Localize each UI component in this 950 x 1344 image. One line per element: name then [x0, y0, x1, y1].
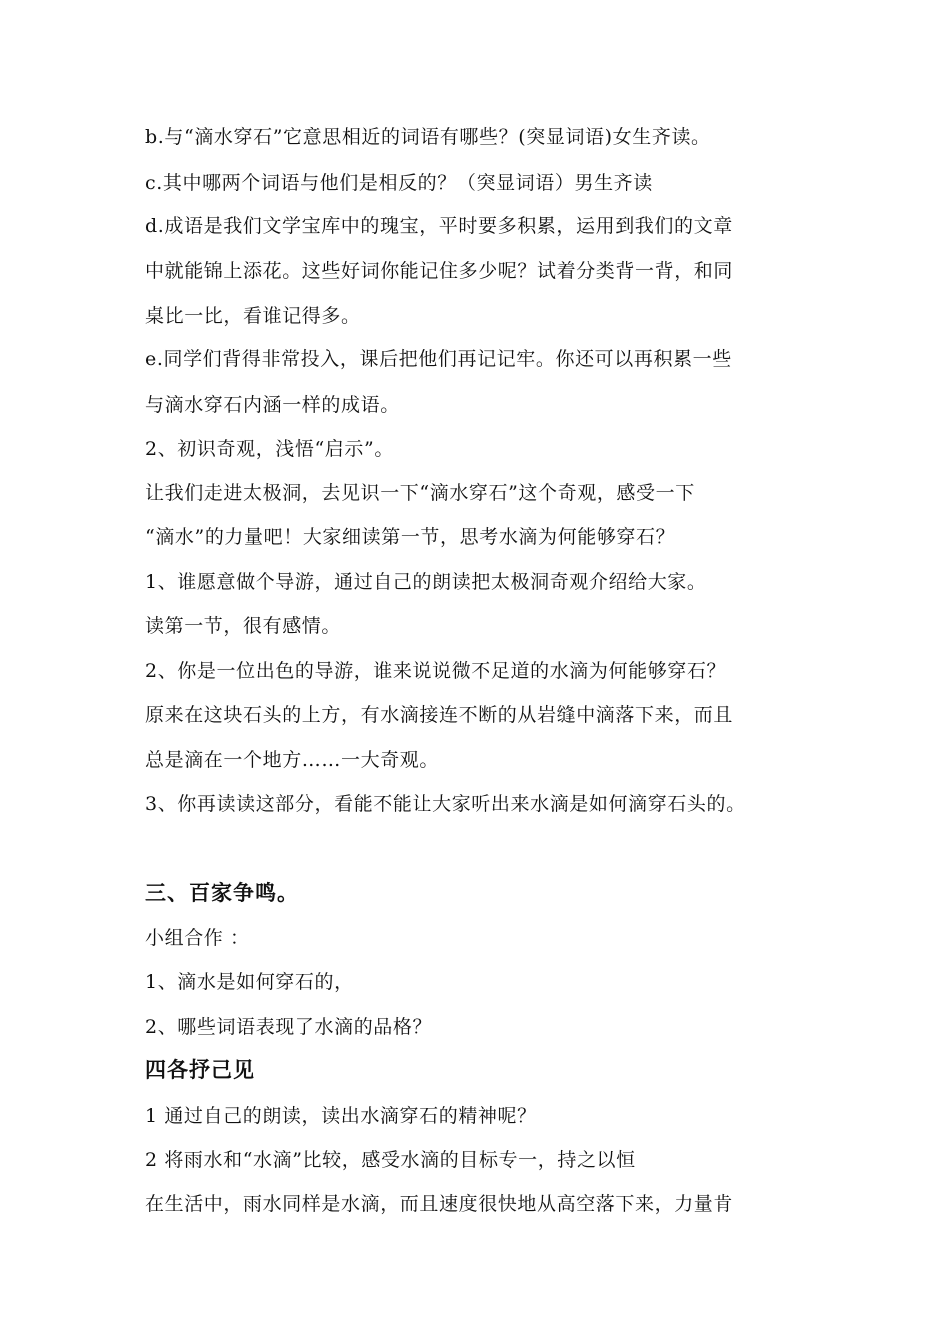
text-line: 与滴水穿石内涵一样的成语。 [145, 394, 400, 416]
text-line: “滴水”的力量吧！大家细读第一节，思考水滴为何能够穿石？ [145, 526, 676, 548]
text-line: e.同学们背得非常投入，课后把他们再记记牢。你还可以再积累一些 [145, 348, 732, 370]
section-heading-4: 四各抒己见 [145, 1058, 255, 1082]
text-line: b.与“滴水穿石”它意思相近的词语有哪些？(突显词语)女生齐读。 [145, 126, 711, 148]
text-line: 2、你是一位出色的导游，谁来说说微不足道的水滴为何能够穿石？ [145, 660, 727, 682]
text-line: 1、滴水是如何穿石的， [145, 971, 354, 993]
text-line: 总是滴在一个地方……一大奇观。 [145, 749, 440, 771]
text-line: 2、哪些词语表现了水滴的品格？ [145, 1016, 433, 1038]
section-heading-3: 三、百家争鸣。 [145, 881, 299, 905]
text-line: 桌比一比，看谁记得多。 [145, 305, 361, 327]
text-line: 原来在这块石头的上方，有水滴接连不断的从岩缝中滴落下来，而且 [145, 704, 734, 726]
text-line: 3、你再读读这部分，看能不能让大家听出来水滴是如何滴穿石头的。 [145, 793, 746, 815]
text-line: 2、初识奇观，浅悟“启示”。 [145, 438, 394, 460]
text-line: c.其中哪两个词语与他们是相反的？（突显词语）男生齐读 [145, 172, 653, 194]
text-line: 2 将雨水和“水滴”比较，感受水滴的目标专一，持之以恒 [145, 1149, 636, 1171]
text-line: 1 通过自己的朗读，读出水滴穿石的精神呢？ [145, 1105, 537, 1127]
text-line: d.成语是我们文学宝库中的瑰宝，平时要多积累，运用到我们的文章 [145, 215, 733, 237]
text-line: 读第一节，很有感情。 [145, 615, 342, 637]
text-line: 中就能锦上添花。这些好词你能记住多少呢？试着分类背一背，和同 [145, 260, 734, 282]
text-line: 在生活中，雨水同样是水滴，而且速度很快地从高空落下来，力量肯 [145, 1193, 734, 1215]
text-line: 1、谁愿意做个导游，通过自己的朗读把太极洞奇观介绍给大家。 [145, 571, 707, 593]
text-line: 让我们走进太极洞，去见识一下“滴水穿石”这个奇观，感受一下 [145, 482, 695, 504]
text-line: 小组合作 ： [145, 927, 250, 949]
